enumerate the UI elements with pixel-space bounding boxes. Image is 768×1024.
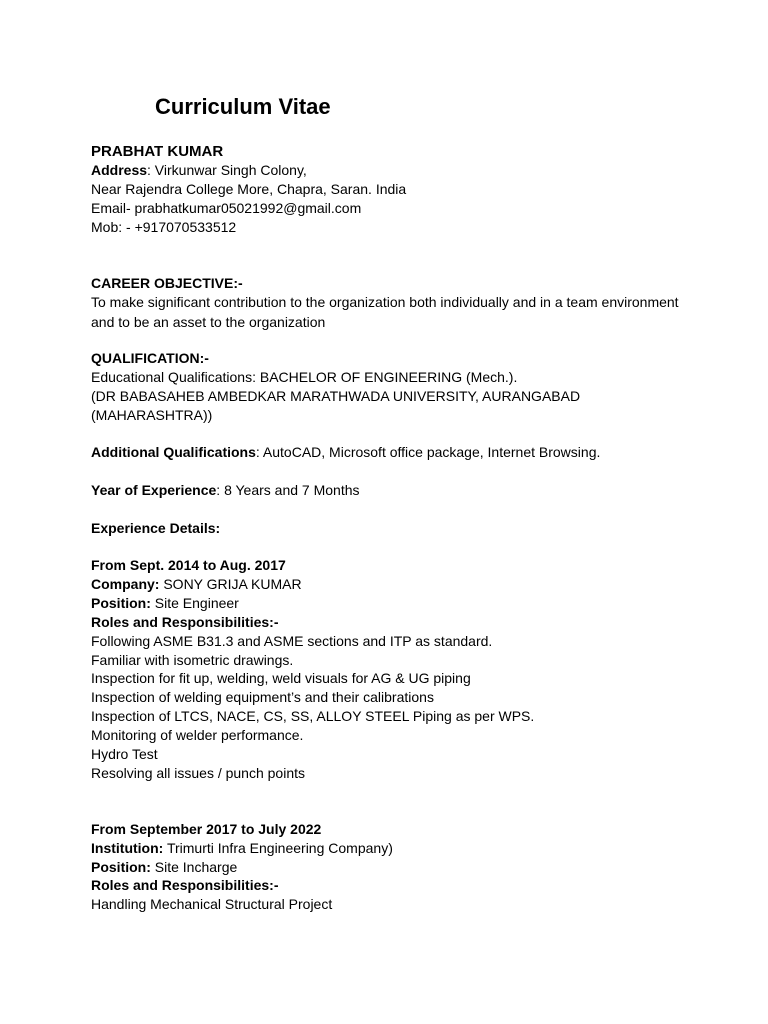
experience-period: From Sept. 2014 to Aug. 2017 xyxy=(91,557,286,573)
role-item: Inspection of LTCS, NACE, CS, SS, ALLOY STEEL Piping as per WPS. xyxy=(91,708,535,724)
qualification-line: (DR BABASAHEB AMBEDKAR MARATHWADA UNIVERSITY, AURANGABAD xyxy=(91,388,581,404)
address-line-1 xyxy=(91,161,307,180)
institution-label: Institution: xyxy=(91,840,164,856)
experience-heading: Experience Details: xyxy=(91,520,221,536)
role-item: Familiar with isometric drawings. xyxy=(91,652,294,668)
additional-qualifications xyxy=(91,443,600,462)
company-label: Company: xyxy=(91,576,160,592)
company-value: SONY GRIJA KUMAR xyxy=(159,576,302,592)
mobile-line: Mob: - +917070533512 xyxy=(91,219,237,235)
career-objective-line: and to be an asset to the organization xyxy=(91,314,326,330)
email-line: Email- prabhatkumar05021992@gmail.com xyxy=(91,200,362,216)
institution-value: Trimurti Infra Engineering Company) xyxy=(163,840,393,856)
role-item: Handling Mechanical Structural Project xyxy=(91,896,333,912)
additional-qualifications-value: : AutoCAD, Microsoft office package, Internet Browsing. xyxy=(255,444,601,460)
year-of-experience-value: : 8 Years and 7 Months xyxy=(216,482,360,498)
document-title: Curriculum Vitae xyxy=(155,94,331,119)
experience-position xyxy=(91,594,239,613)
roles-heading: Roles and Responsibilities:- xyxy=(91,614,279,630)
role-item: Hydro Test xyxy=(91,746,158,762)
position-value: Site Engineer xyxy=(150,595,239,611)
candidate-name: PRABHAT KUMAR xyxy=(91,143,224,160)
role-item: Inspection for fit up, welding, weld visuals for AG & UG piping xyxy=(91,670,471,686)
role-item: Monitoring of welder performance. xyxy=(91,727,304,743)
experience-institution xyxy=(91,839,393,858)
address-line-2: Near Rajendra College More, Chapra, Saran. India xyxy=(91,181,407,197)
year-of-experience-label: Year of Experience xyxy=(91,482,217,498)
year-of-experience xyxy=(91,481,360,500)
role-item: Resolving all issues / punch points xyxy=(91,765,306,781)
address-value: : Virkunwar Singh Colony, xyxy=(147,162,307,178)
career-objective-heading: CAREER OBJECTIVE:- xyxy=(91,275,243,291)
qualification-line: Educational Qualifications: BACHELOR OF ENGINEERING (Mech.). xyxy=(91,369,518,385)
experience-period: From September 2017 to July 2022 xyxy=(91,821,322,837)
roles-heading: Roles and Responsibilities:- xyxy=(91,877,279,893)
position-value: Site Incharge xyxy=(150,859,238,875)
qualification-line: (MAHARASHTRA)) xyxy=(91,407,213,423)
position-label: Position: xyxy=(91,859,151,875)
experience-company xyxy=(91,575,302,594)
additional-qualifications-label: Additional Qualifications xyxy=(91,444,256,460)
position-label: Position: xyxy=(91,595,151,611)
career-objective-line: To make significant contribution to the organization both individually and in a team environment xyxy=(91,294,679,310)
role-item: Inspection of welding equipment’s and their calibrations xyxy=(91,689,434,705)
experience-position xyxy=(91,858,237,877)
address-label: Address xyxy=(91,162,148,178)
role-item: Following ASME B31.3 and ASME sections and ITP as standard. xyxy=(91,633,493,649)
qualification-heading: QUALIFICATION:- xyxy=(91,350,209,366)
